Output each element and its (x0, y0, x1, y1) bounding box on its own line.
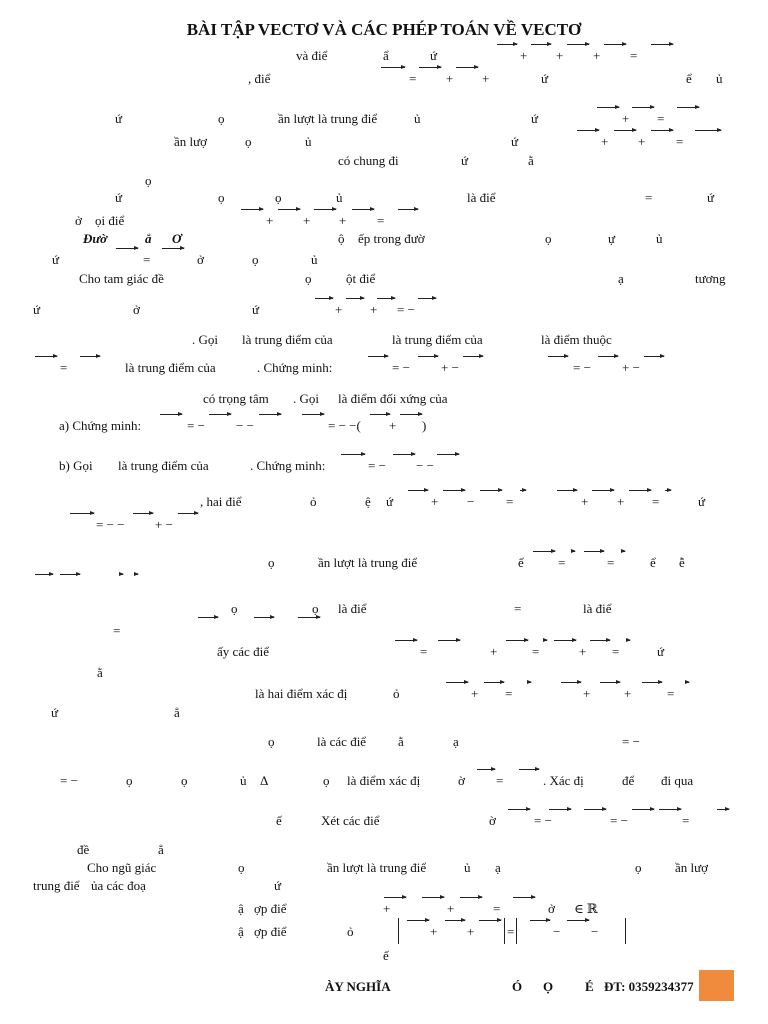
vector-arrow (422, 897, 444, 898)
vector-arrow (133, 513, 153, 514)
vector-arrow (584, 551, 604, 552)
text-fragment-l12b: ở (133, 302, 140, 317)
text-fragment-l17e: − − (416, 458, 434, 473)
text-fragment-l4b: ọ (245, 134, 252, 149)
vector-arrow (513, 897, 535, 898)
text-fragment-l11a: Cho tam giác đề (79, 271, 164, 286)
text-fragment-l32b: ọ (238, 860, 245, 875)
text-fragment-l29e: Δ (260, 773, 269, 788)
text-fragment-l5c: ằ (528, 153, 534, 168)
text-fragment-l18j: = (652, 494, 660, 509)
text-fragment-l28e: = − (622, 734, 640, 749)
text-fragment-l20e: = (607, 555, 615, 570)
page-title: BÀI TẬP VECTƠ VÀ CÁC PHÉP TOÁN VỀ VECTƠ (186, 20, 582, 39)
text-fragment-l8a: ở (75, 213, 82, 228)
vector-arrow (443, 490, 465, 491)
vector-arrow (370, 414, 390, 415)
vector-arrow (604, 44, 626, 45)
vector-arrow (644, 356, 664, 357)
text-fragment-l34f: ở (548, 901, 555, 916)
text-fragment-l12f: = − (397, 302, 415, 317)
text-fragment-l29d: ủ (240, 773, 247, 788)
text-fragment-l11e: tương (695, 271, 726, 286)
vector-arrow (254, 617, 274, 618)
vector-arrow (278, 209, 300, 210)
text-fragment-l24c: + (490, 644, 498, 659)
text-fragment-l18c: ệ (365, 494, 371, 509)
vector-arrow (527, 682, 531, 683)
text-fragment-l30d: = − (534, 813, 552, 828)
text-fragment-l28c: ằ (398, 734, 404, 749)
text-fragment-l7d: ủ (336, 190, 343, 205)
vector-arrow (116, 248, 138, 249)
text-fragment-l35e: + (467, 924, 475, 939)
text-fragment-l26a: là hai điểm xác đị (255, 686, 348, 701)
vector-arrow (533, 551, 555, 552)
vector-arrow (629, 490, 651, 491)
text-fragment-l22a: ọ (231, 601, 238, 616)
vector-arrow (209, 414, 231, 415)
text-fragment-l10c: ở (197, 252, 204, 267)
text-fragment-l3g: = (657, 111, 665, 126)
vector-arrow (597, 107, 619, 108)
text-fragment-l34d: + (447, 901, 455, 916)
footer-accent-block (699, 970, 734, 1001)
text-fragment-l18a: , hai điể (200, 494, 242, 509)
vector-arrow (80, 356, 100, 357)
text-fragment-l35d: + (430, 924, 438, 939)
vector-arrow (160, 414, 182, 415)
text-fragment-l33b: ủa các đoạ (91, 878, 146, 893)
text-fragment-l25a: ằ (97, 665, 103, 680)
vector-arrow (497, 44, 517, 45)
text-fragment-l30b: Xét các điể (321, 813, 380, 828)
vector-arrow (381, 67, 405, 68)
text-fragment-l31a: đề (77, 842, 90, 857)
vector-arrow (717, 809, 729, 810)
text-fragment-l7b: ọ (218, 190, 225, 205)
text-fragment-l29h: ờ (458, 773, 465, 788)
vector-arrow (446, 682, 468, 683)
text-fragment-l26b: ỏ (393, 686, 400, 701)
vector-arrow (651, 130, 673, 131)
text-fragment-l20a: ọ (268, 555, 275, 570)
text-fragment-l9a: Đườ (83, 231, 108, 246)
text-fragment-l7f: = (645, 190, 653, 205)
text-fragment-l3f: + (622, 111, 630, 126)
vector-arrow (398, 209, 418, 210)
text-fragment-l5a: có chung đi (338, 153, 399, 168)
text-fragment-l4f: + (638, 134, 646, 149)
vector-arrow (395, 640, 417, 641)
text-fragment-l29g: là điểm xác đị (347, 773, 421, 788)
vector-arrow (530, 920, 550, 921)
text-fragment-l24g: ứ (657, 644, 665, 659)
text-fragment-l20b: ần lượt là trung điể (318, 555, 418, 570)
text-fragment-l29b: ọ (126, 773, 133, 788)
text-fragment-l20f: ể (650, 555, 656, 570)
vector-arrow (557, 490, 577, 491)
vector-arrow (377, 298, 395, 299)
vector-arrow (368, 356, 388, 357)
text-fragment-l16d: = − −( (328, 418, 361, 433)
vector-arrow (508, 809, 530, 810)
vector-arrow (561, 682, 581, 683)
text-fragment-l4g: = (676, 134, 684, 149)
text-fragment-l19b: + − (155, 517, 173, 532)
text-fragment-l8d: + (303, 213, 311, 228)
text-fragment-l1g: = (630, 48, 638, 63)
text-fragment-l10d: ọ (252, 252, 259, 267)
text-fragment-l32g: ần lượ (675, 860, 709, 875)
text-fragment-l22b: ọ (312, 601, 319, 616)
vector-arrow (621, 551, 625, 552)
text-fragment-l4e: + (601, 134, 609, 149)
vector-arrow (548, 356, 568, 357)
text-fragment-l17d: = − (368, 458, 386, 473)
text-fragment-l7c: ọ (275, 190, 282, 205)
text-fragment-l17c: . Chứng minh: (250, 458, 326, 473)
text-fragment-l18f: − (467, 494, 475, 509)
text-fragment-l2b: = (409, 71, 417, 86)
vector-arrow (642, 682, 662, 683)
text-fragment-l1d: + (520, 48, 528, 63)
text-fragment-l18g: = (506, 494, 514, 509)
text-fragment-l1c: ứ (430, 48, 438, 63)
vector-arrow (477, 769, 495, 770)
text-fragment-l34b: ợp điể (254, 901, 287, 916)
vector-arrow (567, 920, 589, 921)
vector-arrow (35, 356, 57, 357)
text-fragment-l17a: b) Gọi (59, 458, 93, 473)
text-fragment-l2c: + (446, 71, 454, 86)
text-fragment-l24d: = (532, 644, 540, 659)
vector-arrow (259, 414, 281, 415)
vector-arrow (407, 920, 429, 921)
text-fragment-l33c: ứ (274, 878, 282, 893)
vector-arrow (315, 298, 333, 299)
vector-arrow (651, 44, 673, 45)
text-fragment-l1a: và điể (296, 48, 328, 63)
vector-arrow (119, 574, 123, 575)
text-fragment-l10a: ứ (52, 252, 60, 267)
text-fragment-l24e: + (579, 644, 587, 659)
text-fragment-l8b: ọi điể (95, 213, 125, 228)
text-fragment-l24a: ấy các điể (217, 644, 269, 659)
vector-arrow (480, 490, 502, 491)
vector-arrow (626, 640, 630, 641)
vector-arrow (418, 356, 438, 357)
vector-arrow (162, 248, 184, 249)
text-fragment-l35f: = (507, 924, 515, 939)
vector-arrow (519, 769, 539, 770)
text-fragment-l29c: ọ (181, 773, 188, 788)
text-fragment-l16b: = − (187, 418, 205, 433)
text-fragment-l26c: + (471, 686, 479, 701)
absolute-value-bar (516, 918, 517, 944)
vector-arrow (408, 490, 428, 491)
vector-arrow (445, 920, 465, 921)
text-fragment-l2f: ể (686, 71, 692, 86)
vector-arrow (437, 454, 459, 455)
text-fragment-l35c: ỏ (347, 924, 354, 939)
text-fragment-l28a: ọ (268, 734, 275, 749)
text-fragment-l3c: ần lượt là trung điể (278, 111, 378, 126)
text-fragment-l11b: ọ (305, 271, 312, 286)
text-fragment-l15c: là điểm đối xứng của (338, 391, 448, 406)
text-fragment-l8f: = (377, 213, 385, 228)
vector-arrow (549, 809, 571, 810)
vector-arrow (178, 513, 198, 514)
vector-arrow (352, 209, 374, 210)
vector-arrow (60, 574, 80, 575)
text-fragment-l9b: ẳ (145, 231, 152, 246)
text-fragment-l20g: ễ (679, 555, 685, 570)
text-fragment-l22e: là điể (583, 601, 612, 616)
text-fragment-l28d: ạ (453, 734, 459, 749)
text-fragment-l18e: + (431, 494, 439, 509)
text-fragment-l29i: = (496, 773, 504, 788)
text-fragment-l32c: ần lượt là trung điể (327, 860, 427, 875)
vector-arrow (677, 107, 699, 108)
text-fragment-l26f: + (624, 686, 632, 701)
text-fragment-l29l: đi qua (661, 773, 694, 788)
vector-arrow (685, 682, 689, 683)
text-fragment-l9e: ếp trong đườ (358, 231, 425, 246)
text-fragment-l33a: trung điể (33, 878, 80, 893)
footer-text-b: Ọ (543, 979, 554, 994)
text-fragment-l17b: là trung điểm của (118, 458, 209, 473)
text-fragment-l9c: Ơ (172, 231, 182, 246)
text-fragment-l14a: = (60, 360, 68, 375)
vector-arrow (419, 67, 441, 68)
text-fragment-l15a: có trọng tâm (203, 391, 269, 406)
text-fragment-l6a: ọ (145, 173, 152, 188)
vector-arrow (531, 44, 551, 45)
vector-arrow (600, 682, 620, 683)
text-fragment-l30c: ờ (489, 813, 496, 828)
text-fragment-l9h: ủ (656, 231, 663, 246)
absolute-value-bar (504, 918, 505, 944)
vector-arrow (520, 490, 526, 491)
text-fragment-l29f: ọ (323, 773, 330, 788)
text-fragment-l14c: . Chứng minh: (257, 360, 333, 375)
text-fragment-l3e: ứ (531, 111, 539, 126)
text-fragment-l14b: là trung điểm của (125, 360, 216, 375)
text-fragment-l2e: ứ (541, 71, 549, 86)
vector-arrow (632, 107, 654, 108)
text-fragment-l35g: − (553, 924, 561, 939)
text-fragment-l18k: ứ (698, 494, 706, 509)
vector-arrow (695, 130, 721, 131)
text-fragment-l19a: = − − (96, 517, 125, 532)
text-fragment-l31b: ẳ (158, 842, 164, 857)
footer-text-a: Ó (512, 979, 523, 994)
text-fragment-l29j: . Xác đị (543, 773, 584, 788)
text-fragment-l1f: + (593, 48, 601, 63)
text-fragment-l12a: ứ (33, 302, 41, 317)
text-fragment-l18i: + (617, 494, 625, 509)
text-fragment-l26d: = (505, 686, 513, 701)
text-fragment-l24f: = (612, 644, 620, 659)
text-fragment-l29a: = − (60, 773, 78, 788)
vector-arrow (438, 640, 460, 641)
vector-arrow (598, 356, 618, 357)
text-fragment-l30a: ế (276, 813, 282, 828)
text-fragment-l13a: . Gọi (192, 332, 218, 347)
text-fragment-l15b: . Gọi (293, 391, 319, 406)
text-fragment-l9g: ự (608, 231, 616, 246)
text-fragment-l4a: ần lượ (174, 134, 208, 149)
text-fragment-l14e: + − (441, 360, 459, 375)
text-fragment-l36a: ế (383, 948, 389, 963)
footer-text-c: É (585, 979, 594, 994)
text-fragment-l18d: ứ (386, 494, 394, 509)
vector-arrow (346, 298, 364, 299)
text-fragment-l26g: = (667, 686, 675, 701)
vector-arrow (400, 414, 422, 415)
text-fragment-l2g: ủ (716, 71, 723, 86)
vector-arrow (314, 209, 336, 210)
text-fragment-l29k: để (622, 773, 635, 788)
text-fragment-l23a: = (113, 623, 121, 638)
vector-arrow (463, 356, 483, 357)
footer-phone: ĐT: 0359234377 (604, 979, 694, 994)
text-fragment-l14g: + − (622, 360, 640, 375)
text-fragment-l14d: = − (392, 360, 410, 375)
vector-arrow (577, 130, 599, 131)
text-fragment-l30e: = − (610, 813, 628, 828)
text-fragment-l2d: + (482, 71, 490, 86)
text-fragment-l20c: ế (518, 555, 524, 570)
text-fragment-l4d: ứ (511, 134, 519, 149)
text-fragment-l1e: + (556, 48, 564, 63)
vector-arrow (571, 551, 575, 552)
absolute-value-bar (398, 918, 399, 944)
text-fragment-l34e: = (493, 901, 501, 916)
text-fragment-l13d: là điểm thuộc (541, 332, 612, 347)
vector-arrow (484, 682, 504, 683)
text-fragment-l3d: ủ (414, 111, 421, 126)
vector-arrow (384, 897, 406, 898)
text-fragment-l18h: + (581, 494, 589, 509)
vector-arrow (198, 617, 218, 618)
text-fragment-l22d: = (514, 601, 522, 616)
text-fragment-l9f: ọ (545, 231, 552, 246)
text-fragment-l13b: là trung điểm của (242, 332, 333, 347)
text-fragment-l5b: ứ (461, 153, 469, 168)
text-fragment-l2a: , điể (248, 71, 271, 86)
text-fragment-l34c: + (383, 901, 391, 916)
vector-arrow (479, 920, 501, 921)
text-fragment-l22c: là điể (338, 601, 367, 616)
vector-arrow (592, 490, 614, 491)
text-fragment-l35b: ợp điể (254, 924, 287, 939)
text-fragment-l20d: = (558, 555, 566, 570)
text-fragment-l4c: ủ (305, 134, 312, 149)
text-fragment-l8c: + (266, 213, 274, 228)
text-fragment-l10e: ủ (311, 252, 318, 267)
vector-arrow (35, 574, 53, 575)
text-fragment-l7a: ứ (115, 190, 123, 205)
text-fragment-l34a: ậ (238, 901, 244, 916)
text-fragment-l32d: ủ (464, 860, 471, 875)
vector-arrow (302, 414, 324, 415)
text-fragment-l16f: ) (422, 418, 427, 433)
text-fragment-l16a: a) Chứng minh: (59, 418, 142, 433)
text-fragment-l3b: ọ (218, 111, 225, 126)
text-fragment-l28b: là các điể (317, 734, 367, 749)
text-fragment-l32f: ọ (635, 860, 642, 875)
text-fragment-l7e: là điể (467, 190, 496, 205)
vector-arrow (506, 640, 528, 641)
vector-arrow (341, 454, 365, 455)
vector-arrow (632, 809, 654, 810)
vector-arrow (460, 897, 482, 898)
text-fragment-l9d: ộ (338, 231, 345, 246)
text-fragment-l12e: + (370, 302, 378, 317)
vector-arrow (543, 640, 547, 641)
text-fragment-l35h: − (591, 924, 599, 939)
vector-arrow (554, 640, 576, 641)
vector-arrow (590, 640, 610, 641)
text-fragment-l14f: = − (573, 360, 591, 375)
vector-arrow (567, 44, 589, 45)
vector-arrow (584, 809, 606, 810)
vector-arrow (298, 617, 320, 618)
text-fragment-l34g: ∈ ℝ (574, 901, 598, 916)
vector-arrow (614, 130, 636, 131)
text-fragment-l30f: = (682, 813, 690, 828)
vector-arrow (418, 298, 436, 299)
text-fragment-l32e: ạ (495, 860, 501, 875)
text-fragment-l27a: ứ (51, 705, 59, 720)
text-fragment-l35a: ậ (238, 924, 244, 939)
text-fragment-l11c: ột điể (346, 271, 376, 286)
text-fragment-l8e: + (339, 213, 347, 228)
text-fragment-l12d: + (335, 302, 343, 317)
absolute-value-bar (625, 918, 626, 944)
text-fragment-l3a: ứ (115, 111, 123, 126)
text-fragment-l18b: ỏ (310, 494, 317, 509)
text-fragment-l10b: = (143, 252, 151, 267)
text-fragment-l12c: ứ (252, 302, 260, 317)
text-fragment-l16c: − − (236, 418, 254, 433)
vector-arrow (659, 809, 681, 810)
text-fragment-l27b: ẳ (174, 705, 180, 720)
text-fragment-l7g: ứ (707, 190, 715, 205)
text-fragment-l13c: là trung điểm của (392, 332, 483, 347)
vector-arrow (134, 574, 138, 575)
vector-arrow (456, 67, 478, 68)
text-fragment-l16e: + (389, 418, 397, 433)
text-fragment-l32a: Cho ngũ giác (87, 860, 157, 875)
vector-arrow (665, 490, 671, 491)
text-fragment-l11d: ạ (618, 271, 624, 286)
vector-arrow (241, 209, 263, 210)
text-fragment-l24b: = (420, 644, 428, 659)
footer-name: ÀY NGHĨA (325, 979, 391, 994)
text-fragment-l26e: + (583, 686, 591, 701)
vector-arrow (70, 513, 94, 514)
text-fragment-l1b: ẩ (383, 48, 389, 63)
vector-arrow (393, 454, 415, 455)
